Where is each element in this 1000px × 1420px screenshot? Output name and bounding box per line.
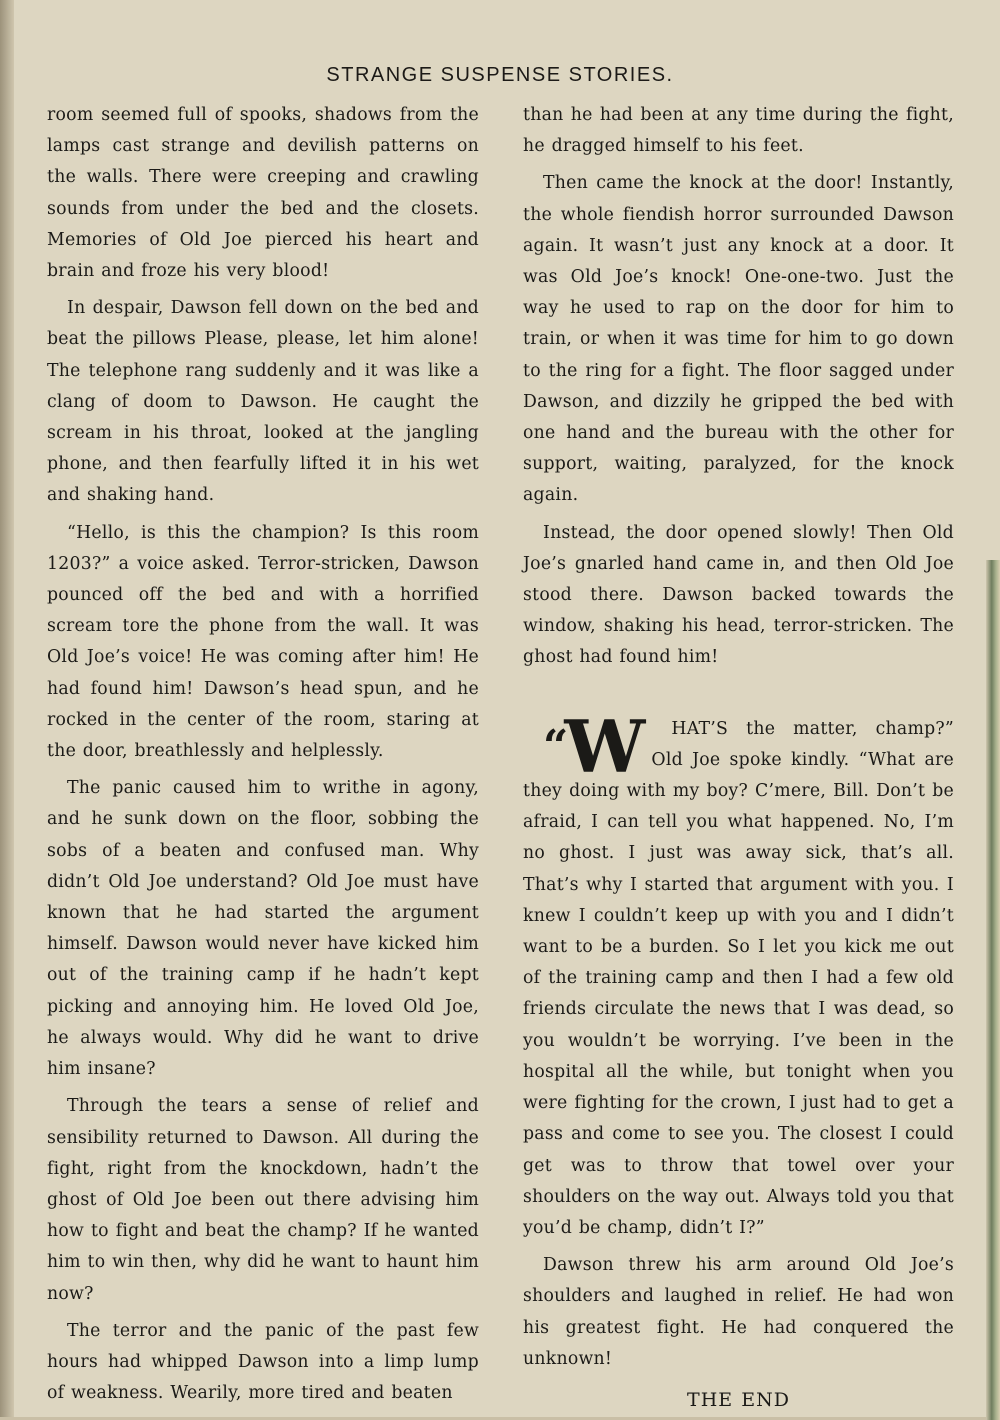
paragraph: than he had been at any time during the fight, he dragged himself to his feet. bbox=[523, 105, 954, 157]
paragraph: The terror and the panic of the past few hours had whipped Dawson into a limp lump of weakness. Wearily, more tired and beaten bbox=[47, 1320, 479, 1404]
paragraph: In despair, Dawson fell down on the bed and beat the pillows Please, please, let him alone! The telephone rang suddenly and it was like a clang of doom to Dawson. He caught the scream in his throat, looked at the jangling phone, and then fearfully lifted it in his wet and shaking hand. bbox=[47, 298, 479, 506]
drop-cap bbox=[523, 703, 646, 789]
paragraph: Through the tears a sense of relief and sensibility returned to Dawson. All during the fight, right from the knockdown, hadn’t the ghost of Old Joe been out there advising him how to fight and beat the champ? If he wanted him to win then, why did he want to haunt him now? bbox=[47, 1096, 479, 1304]
paragraph-text: HAT’S the matter, champ?” Old Joe spoke kindly. “What are they doing with my boy? C’mere, Bill. Don’t be afraid, I can tell you what happened. No, I’m no ghost. I just was away sick, that’s all. That’s why I started that argument with you. I knew I couldn’t keep up with you and I didn’t want to be a burden. So I let you kick me out of the training camp and then I had a few old friends circulate the news that I was dead, so you wouldn’t be worrying. I’ve been in the hospital all the while, but tonight when you were fighting for the crown, I just had to get a pass and come to see you. The closest I could get was to throw that towel over your shoulders on the way out. Always told you that you’d be champ, didn’t I?” bbox=[523, 718, 954, 1238]
paragraph: room seemed full of spooks, shadows from the lamps cast strange and devilish patterns on the walls. There were creeping and crawling sounds from under the bed and the closets. Memories of Old Joe pierced his heart and brain and froze his very blood! bbox=[47, 105, 479, 282]
paragraph: Then came the knock at the door! Instantly, the whole fiendish horror surrounded Dawson again. It wasn’t just any knock at a door. It was Old Joe’s knock! One-one-two. Just the way he used to rap on the door for him to train, or when it was time for him to go down to the ring for a fight. The floor sagged under Dawson, and dizzily he gripped the bed with one hand and the bureau with the other for support, waiting, paralyzed, for the knock again. bbox=[523, 173, 954, 506]
drop-cap-letter: W bbox=[564, 703, 646, 789]
running-head: STRANGE SUSPENSE STORIES. bbox=[326, 64, 674, 86]
dropcap-paragraph bbox=[523, 703, 954, 1244]
right-column bbox=[523, 100, 954, 1416]
paragraph: The panic caused him to writhe in agony, and he sunk down on the floor, sobbing the sobs of a beaten and confused man. Why didn’t Old Joe understand? Old Joe must have known that he had started the argument himself. Dawson would never have kicked him out of the training camp if he hadn’t kept picking and annoying him. He loved Old Joe, he always would. Why did he want to drive him insane? bbox=[47, 778, 479, 1080]
drop-cap-quote: “ bbox=[543, 720, 565, 772]
the-end-label: THE END bbox=[687, 1388, 790, 1411]
paragraph: Instead, the door opened slowly! Then Old Joe’s gnarled hand came in, and then Old Joe stood there. Dawson backed towards the window, shaking his head, terror-stricken. The ghost had found him! bbox=[523, 522, 954, 668]
paragraph: Dawson threw his arm around Old Joe’s shoulders and laughed in relief. He had won his greatest fight. He had conquered the unknown! bbox=[523, 1255, 954, 1369]
paragraph: “Hello, is this the champion? Is this room 1203?” a voice asked. Terror-stricken, Dawson pounced off the bed and with a horrified scream tore the phone from the wall. It was Old Joe’s voice! He was coming after him! He had found him! Dawson’s head spun, and he rocked in the center of the room, staring at the door, breathlessly and helplessly. bbox=[47, 522, 479, 762]
left-column bbox=[47, 100, 479, 1415]
